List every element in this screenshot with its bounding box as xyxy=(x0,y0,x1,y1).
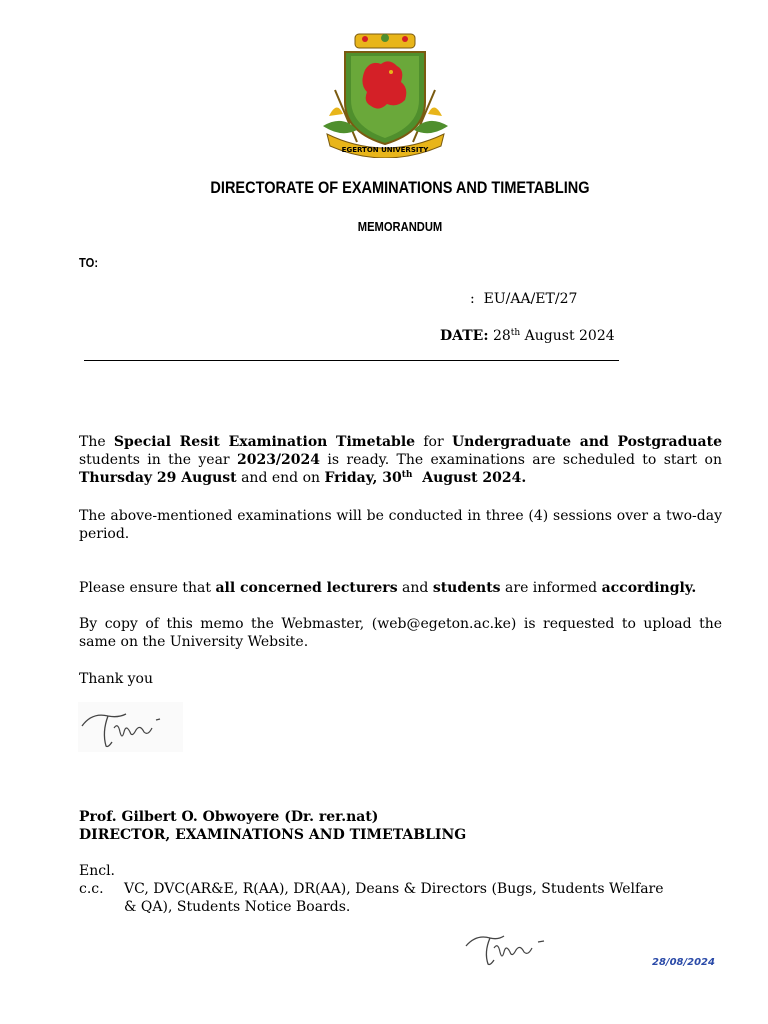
reference-line xyxy=(470,290,577,308)
reference-prefix: : xyxy=(470,291,484,307)
signature-image xyxy=(78,702,183,752)
handwritten-date: 28/08/2024 xyxy=(652,957,715,968)
memorandum-heading: MEMORANDUM xyxy=(357,219,443,234)
logo-motto: EGERTON UNIVERSITY xyxy=(341,146,429,154)
p3-text-3: are informed xyxy=(500,580,602,596)
crest-lion xyxy=(362,61,406,108)
date-rest: August 2024 xyxy=(520,328,615,344)
p1-end-suffix: th xyxy=(401,470,413,480)
p1-start-date: Thursday 29 August xyxy=(79,470,237,486)
p1-text-3: students in the year xyxy=(79,452,237,468)
cc-label: c.c. xyxy=(79,881,104,897)
date-day: 28 xyxy=(492,328,511,344)
p1-academic-year: 2023/2024 xyxy=(236,452,321,468)
to-label: TO: xyxy=(79,255,99,270)
p2-text: The above-mentioned examinations will be conducted in three (4) sessions over a two-day period. xyxy=(79,508,722,542)
p1-text-5: and end on xyxy=(236,470,325,486)
crest-crown xyxy=(355,34,415,48)
cc-block xyxy=(79,880,739,916)
paragraph-webmaster xyxy=(79,615,722,651)
p3-students: students xyxy=(432,580,501,596)
cc-line-2: & QA), Students Notice Boards. xyxy=(124,899,351,915)
paragraph-announcement xyxy=(79,433,722,487)
p4-text: By copy of this memo the Webmaster, (web@egeton.ac.ke) is requested to upload the same on the University Website. xyxy=(79,616,722,650)
p1-end-day: Friday, 30 xyxy=(324,470,402,486)
enclosure-label: Encl. xyxy=(79,863,116,879)
date-suffix: th xyxy=(510,328,521,338)
p1-text-4: is ready. The examinations are scheduled to start on xyxy=(320,452,722,468)
p1-end-month: August 2024. xyxy=(412,470,527,486)
p1-end-date xyxy=(324,470,526,486)
separator-rule xyxy=(84,360,619,361)
thank-you: Thank you xyxy=(79,671,154,687)
cc-line-1: VC, DVC(AR&E, R(AA), DR(AA), Deans & Directors (Bugs, Students Welfare xyxy=(124,881,664,897)
paragraph-sessions xyxy=(79,507,722,543)
date-label: DATE: xyxy=(440,328,489,344)
signatory-name: Prof. Gilbert O. Obwoyere (Dr. rer.nat) xyxy=(79,809,379,825)
p3-text-1: Please ensure that xyxy=(79,580,216,596)
directorate-heading: DIRECTORATE OF EXAMINATIONS AND TIMETABLING xyxy=(210,179,590,197)
p1-text-1: The xyxy=(79,434,114,450)
date-line xyxy=(440,327,615,345)
paragraph-notice xyxy=(79,579,722,597)
initials-signature-image xyxy=(462,928,552,970)
p1-audience: Undergraduate and Postgraduate xyxy=(451,434,723,450)
p1-timetable-name: Special Resit Examination Timetable xyxy=(113,434,416,450)
reference-number: EU/AA/ET/27 xyxy=(483,291,578,307)
p1-text-2: for xyxy=(415,434,452,450)
egerton-university-logo xyxy=(313,30,458,158)
signatory-title: DIRECTOR, EXAMINATIONS AND TIMETABLING xyxy=(79,827,467,843)
p3-accordingly: accordingly. xyxy=(601,580,697,596)
p3-lecturers: all concerned lecturers xyxy=(215,580,398,596)
p3-text-2: and xyxy=(397,580,433,596)
